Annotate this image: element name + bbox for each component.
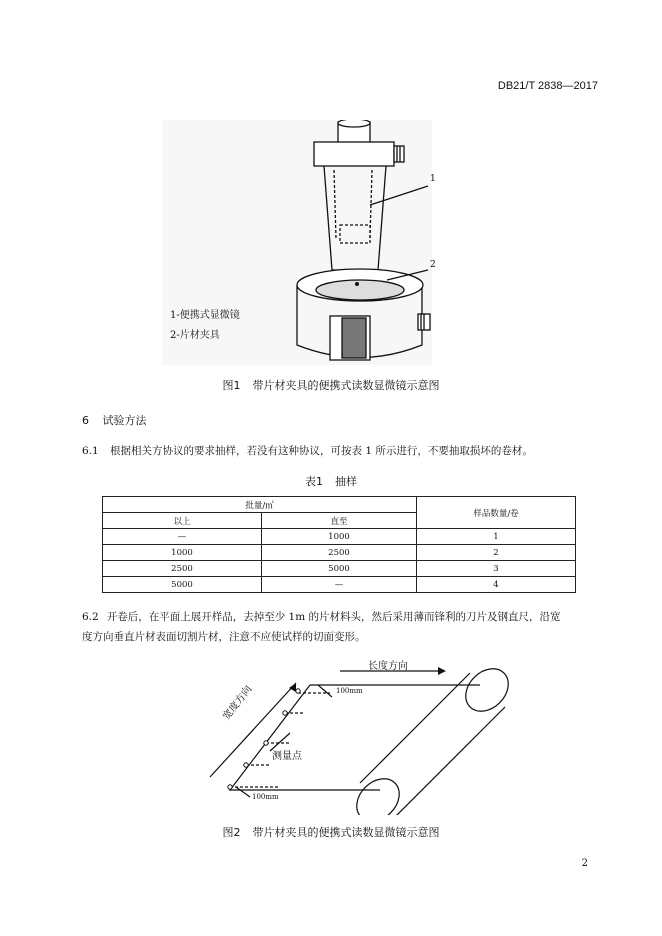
table-row: [103, 529, 576, 545]
section-6-title: 试验方法: [102, 414, 147, 427]
cell-samples: 2: [417, 545, 576, 561]
header-samples: 样品数量/卷: [417, 497, 576, 529]
length-direction-label: 长度方向: [368, 661, 408, 672]
figure-1-caption-text: 带片材夹具的便携式读数显微镜示意图: [252, 379, 440, 392]
cell-above: —: [103, 529, 262, 545]
table-1-title-text: 抽样: [335, 475, 357, 488]
cell-samples: 1: [417, 529, 576, 545]
cell-upto: 1000: [262, 529, 417, 545]
cell-upto: —: [262, 577, 417, 593]
sampling-table: [102, 496, 576, 593]
page-number: 2: [581, 858, 588, 869]
table-1-title: [0, 473, 662, 489]
callout-2: 2: [430, 260, 436, 270]
figure-1-caption: [0, 377, 662, 393]
figure-2-caption-text: 带片材夹具的便携式读数显微镜示意图: [252, 826, 440, 839]
figure-2-caption: [0, 824, 662, 840]
paragraph-6-2-number: 6.2: [82, 611, 99, 623]
cell-above: 2500: [103, 561, 262, 577]
cell-above: 5000: [103, 577, 262, 593]
dimension-bottom: 100mm: [252, 793, 279, 801]
header-above: 以上: [103, 513, 262, 529]
figure-2-caption-num: 图2: [222, 826, 241, 839]
table-row: [103, 577, 576, 593]
paragraph-6-1-text: 根据相关方协议的要求抽样，若没有这种协议，可按表 1 所示进行，不要抽取损坏的卷材。: [110, 445, 533, 457]
legend-item-1: 1-便携式显微镜: [170, 310, 240, 321]
dimension-top: 100mm: [336, 687, 363, 695]
cell-samples: 4: [417, 577, 576, 593]
table-1-title-num: 表1: [305, 475, 323, 488]
width-direction-label: 宽度方向: [221, 683, 255, 723]
measure-point-label: 测量点: [272, 751, 302, 762]
paragraph-6-2-line-2: 度方向垂直片材表面切割片材，注意不应使试样的切面变形。: [82, 631, 366, 643]
section-6-heading: [82, 412, 147, 428]
sheet-roll-diagram: [200, 655, 510, 815]
cell-above: 1000: [103, 545, 262, 561]
figure-1: [162, 120, 436, 365]
table-row: [103, 561, 576, 577]
section-6-number: 6: [82, 414, 89, 427]
paragraph-6-1-number: 6.1: [82, 445, 99, 457]
figure-1-caption-num: 图1: [222, 379, 241, 392]
paragraph-6-2-text: 开卷后，在平面上展开样品，去掉至少 1m 的片材料头，然后采用薄而锋利的刀片及钢直尺，沿宽: [106, 611, 561, 623]
figure-2: [200, 655, 510, 815]
callout-1: 1: [430, 174, 436, 184]
paragraph-6-2: [82, 607, 582, 647]
cell-samples: 3: [417, 561, 576, 577]
table-row: [103, 545, 576, 561]
cell-upto: 5000: [262, 561, 417, 577]
document-id: DB21/T 2838—2017: [497, 80, 598, 92]
header-upto: 直至: [262, 513, 417, 529]
paragraph-6-2-line-1: [82, 607, 582, 627]
cell-upto: 2500: [262, 545, 417, 561]
legend-item-2: 2-片材夹具: [170, 330, 220, 341]
header-batch: 批量/㎡: [103, 497, 417, 513]
paragraph-6-1: [82, 441, 533, 461]
